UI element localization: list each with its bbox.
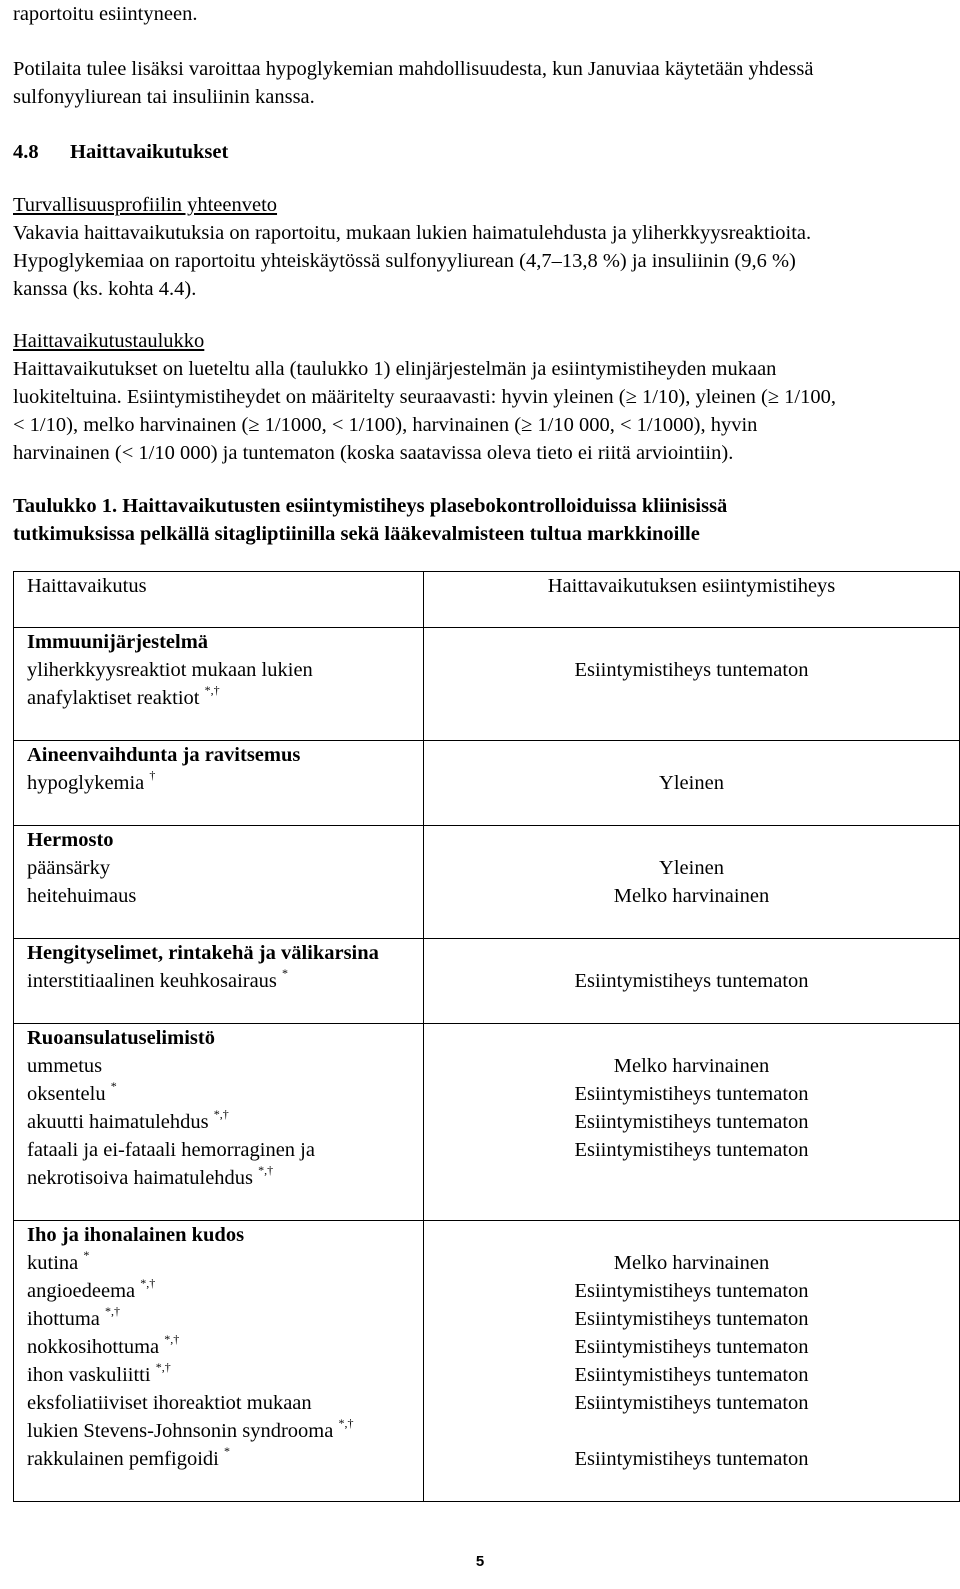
system-organ-class-row — [14, 1024, 960, 1221]
footnote-marker: *,† — [258, 1163, 274, 1178]
frequency-spacer — [424, 939, 959, 967]
adverse-reaction-text: lukien Stevens-Johnsonin syndrooma — [27, 1420, 334, 1442]
frequency-value — [424, 1417, 959, 1445]
frequency-value: Esiintymistiheys tuntematon — [574, 1139, 809, 1161]
header-cell-reaction — [14, 572, 424, 628]
header-frequency: Haittavaikutuksen esiintymistiheys — [547, 575, 836, 597]
adverse-reaction-term — [27, 1417, 423, 1445]
summary-line-3: kanssa (ks. kohta 4.4). — [13, 278, 197, 300]
frequency-value — [424, 684, 959, 712]
table-intro-line-4: harvinainen (< 1/10 000) ja tuntematon (koska saatavissa oleva tieto ei riitä arviointiin). — [13, 442, 734, 464]
section-heading — [13, 138, 228, 166]
reaction-cell — [14, 826, 424, 939]
cell-padding — [424, 995, 959, 1023]
cell-padding — [424, 1473, 959, 1501]
adverse-reaction-text: heitehuimaus — [27, 885, 137, 907]
adverse-reaction-term — [27, 1305, 423, 1333]
adverse-reaction-term — [27, 1136, 423, 1164]
reaction-cell — [14, 939, 424, 1024]
footnote-marker: *,† — [164, 1332, 180, 1347]
adverse-reaction-term — [27, 1277, 423, 1305]
footnote-marker: † — [149, 768, 156, 783]
system-organ-class-name: Hengityselimet, rintakehä ja välikarsina — [27, 942, 379, 964]
system-organ-class-name: Immuunijärjestelmä — [27, 631, 209, 653]
cell-padding — [424, 910, 959, 938]
reaction-cell — [14, 1221, 424, 1502]
table-intro-line-3: < 1/10), melko harvinainen (≥ 1/1000, < 1/100), harvinainen (≥ 1/10 000, < 1/1000), hyvin — [13, 414, 758, 436]
frequency-value: Esiintymistiheys tuntematon — [574, 1392, 809, 1414]
table-intro-line-1: Haittavaikutukset on lueteltu alla (taulukko 1) elinjärjestelmän ja esiintymistiheyden mukaan — [13, 358, 777, 380]
adverse-reaction-text: anafylaktiset reaktiot — [27, 687, 200, 709]
reaction-cell — [14, 628, 424, 741]
frequency-cell — [424, 1221, 960, 1502]
adverse-reaction-term — [27, 1052, 423, 1080]
intro-line: raportoitu esiintyneen. — [13, 3, 198, 25]
system-organ-class-name: Aineenvaihdunta ja ravitsemus — [27, 744, 301, 766]
adverse-reaction-term — [27, 656, 423, 684]
adverse-reactions-table — [13, 571, 960, 1502]
frequency-spacer — [424, 1024, 959, 1052]
adverse-reaction-text: nekrotisoiva haimatulehdus — [27, 1167, 254, 1189]
adverse-reaction-term — [27, 1333, 423, 1361]
section-number: 4.8 — [13, 141, 39, 163]
adverse-reaction-term — [27, 967, 423, 995]
reaction-cell — [14, 1024, 424, 1221]
adverse-reaction-text: oksentelu — [27, 1083, 106, 1105]
adverse-reaction-text: akuutti haimatulehdus — [27, 1111, 209, 1133]
frequency-value: Esiintymistiheys tuntematon — [574, 1308, 809, 1330]
adverse-reaction-term — [27, 1361, 423, 1389]
frequency-value: Esiintymistiheys tuntematon — [574, 970, 809, 992]
summary-line-1: Vakavia haittavaikutuksia on raportoitu, mukaan lukien haimatulehdusta ja yliherkkyysreaktioita. — [13, 222, 812, 244]
footnote-marker: *,† — [338, 1416, 354, 1431]
adverse-reaction-term — [27, 1249, 423, 1277]
footnote-marker: * — [83, 1248, 90, 1263]
cell-padding — [27, 910, 423, 938]
table-intro-line-2: luokiteltuina. Esiintymistiheydet on määritelty seuraavasti: hyvin yleinen (≥ 1/10), yleinen (≥ 1/100, — [13, 386, 836, 408]
system-organ-class-name: Iho ja ihonalainen kudos — [27, 1224, 245, 1246]
cell-padding — [27, 1192, 423, 1220]
reaction-cell — [14, 741, 424, 826]
header-reaction: Haittavaikutus — [27, 575, 147, 597]
adverse-reaction-text: fataali ja ei-fataali hemorraginen ja — [27, 1139, 315, 1161]
system-organ-class-row — [14, 741, 960, 826]
section-title: Haittavaikutukset — [70, 141, 229, 163]
adverse-reaction-term — [27, 1445, 423, 1473]
frequency-value: Esiintymistiheys tuntematon — [574, 659, 809, 681]
system-organ-class-row — [14, 1221, 960, 1502]
adverse-reaction-term — [27, 854, 423, 882]
system-organ-class-row — [14, 628, 960, 741]
warning-paragraph-line-1: Potilaita tulee lisäksi varoittaa hypoglykemian mahdollisuudesta, kun Januviaa käytetään yhdessä — [13, 58, 814, 80]
adverse-reaction-text: eksfoliatiiviset ihoreaktiot mukaan — [27, 1392, 312, 1414]
adverse-reaction-text: ihon vaskuliitti — [27, 1364, 151, 1386]
frequency-cell — [424, 628, 960, 741]
cell-padding — [424, 712, 959, 740]
system-organ-class-row — [14, 826, 960, 939]
adverse-reaction-term — [27, 882, 423, 910]
summary-heading: Turvallisuusprofiilin yhteenveto — [13, 194, 278, 216]
adverse-reaction-text: hypoglykemia — [27, 772, 145, 794]
system-organ-class-name: Hermosto — [27, 829, 114, 851]
cell-padding — [424, 1192, 959, 1220]
adverse-reaction-term — [27, 1108, 423, 1136]
adverse-reaction-term — [27, 1389, 423, 1417]
footnote-marker: * — [223, 1444, 230, 1459]
footnote-marker: *,† — [213, 1107, 229, 1122]
frequency-value: Melko harvinainen — [613, 885, 770, 907]
adverse-reaction-text: ihottuma — [27, 1308, 100, 1330]
frequency-value: Esiintymistiheys tuntematon — [574, 1111, 809, 1133]
cell-padding — [27, 712, 423, 740]
adverse-reaction-text: rakkulainen pemfigoidi — [27, 1448, 219, 1470]
frequency-value: Esiintymistiheys tuntematon — [574, 1280, 809, 1302]
frequency-value: Esiintymistiheys tuntematon — [574, 1336, 809, 1358]
summary-line-2: Hypoglykemiaa on raportoitu yhteiskäytössä sulfonyyliurean (4,7–13,8 %) ja insuliinin (9,6 %) — [13, 250, 796, 272]
frequency-spacer — [424, 628, 959, 656]
system-organ-class-row — [14, 939, 960, 1024]
frequency-value: Esiintymistiheys tuntematon — [574, 1083, 809, 1105]
table-section-heading: Haittavaikutustaulukko — [13, 330, 205, 352]
frequency-value: Melko harvinainen — [613, 1055, 770, 1077]
footnote-marker: * — [282, 966, 289, 981]
footnote-marker: * — [110, 1079, 117, 1094]
frequency-spacer — [424, 741, 959, 769]
frequency-cell — [424, 826, 960, 939]
table-caption-line-1: Taulukko 1. Haittavaikutusten esiintymistiheys plasebokontrolloiduissa kliinisissä — [13, 495, 728, 517]
footnote-marker: *,† — [155, 1360, 171, 1375]
adverse-reaction-term — [27, 1164, 423, 1192]
frequency-value: Esiintymistiheys tuntematon — [574, 1448, 809, 1470]
cell-padding — [27, 995, 423, 1023]
cell-padding — [27, 797, 423, 825]
cell-padding — [424, 797, 959, 825]
page-number: 5 — [475, 1553, 485, 1570]
adverse-reaction-term — [27, 1080, 423, 1108]
frequency-spacer — [424, 826, 959, 854]
header-cell-frequency — [424, 572, 960, 628]
adverse-reaction-text: kutina — [27, 1252, 79, 1274]
frequency-value: Esiintymistiheys tuntematon — [574, 1364, 809, 1386]
frequency-value: Yleinen — [659, 772, 724, 794]
footnote-marker: *,† — [140, 1276, 156, 1291]
footnote-marker: *,† — [204, 683, 220, 698]
frequency-value: Yleinen — [659, 857, 724, 879]
system-organ-class-name: Ruoansulatuselimistö — [27, 1027, 215, 1049]
frequency-cell — [424, 939, 960, 1024]
adverse-reaction-term — [27, 684, 423, 712]
adverse-reaction-text: angioedeema — [27, 1280, 136, 1302]
adverse-reaction-text: päänsärky — [27, 857, 111, 879]
adverse-reaction-text: ummetus — [27, 1055, 103, 1077]
frequency-cell — [424, 741, 960, 826]
adverse-reaction-text: nokkosihottuma — [27, 1336, 160, 1358]
adverse-reaction-text: interstitiaalinen keuhkosairaus — [27, 970, 277, 992]
warning-paragraph-line-2: sulfonyyliurean tai insuliinin kanssa. — [13, 86, 315, 108]
frequency-cell — [424, 1024, 960, 1221]
table-caption-line-2: tutkimuksissa pelkällä sitagliptiinilla sekä lääkevalmisteen tultua markkinoille — [13, 523, 700, 545]
frequency-spacer — [424, 1221, 959, 1249]
adverse-reaction-term — [27, 769, 423, 797]
frequency-value: Melko harvinainen — [613, 1252, 770, 1274]
table-header-row — [14, 572, 960, 628]
frequency-value — [424, 1164, 959, 1192]
cell-padding — [27, 1473, 423, 1501]
adverse-reaction-text: yliherkkyysreaktiot mukaan lukien — [27, 659, 313, 681]
footnote-marker: *,† — [105, 1304, 121, 1319]
